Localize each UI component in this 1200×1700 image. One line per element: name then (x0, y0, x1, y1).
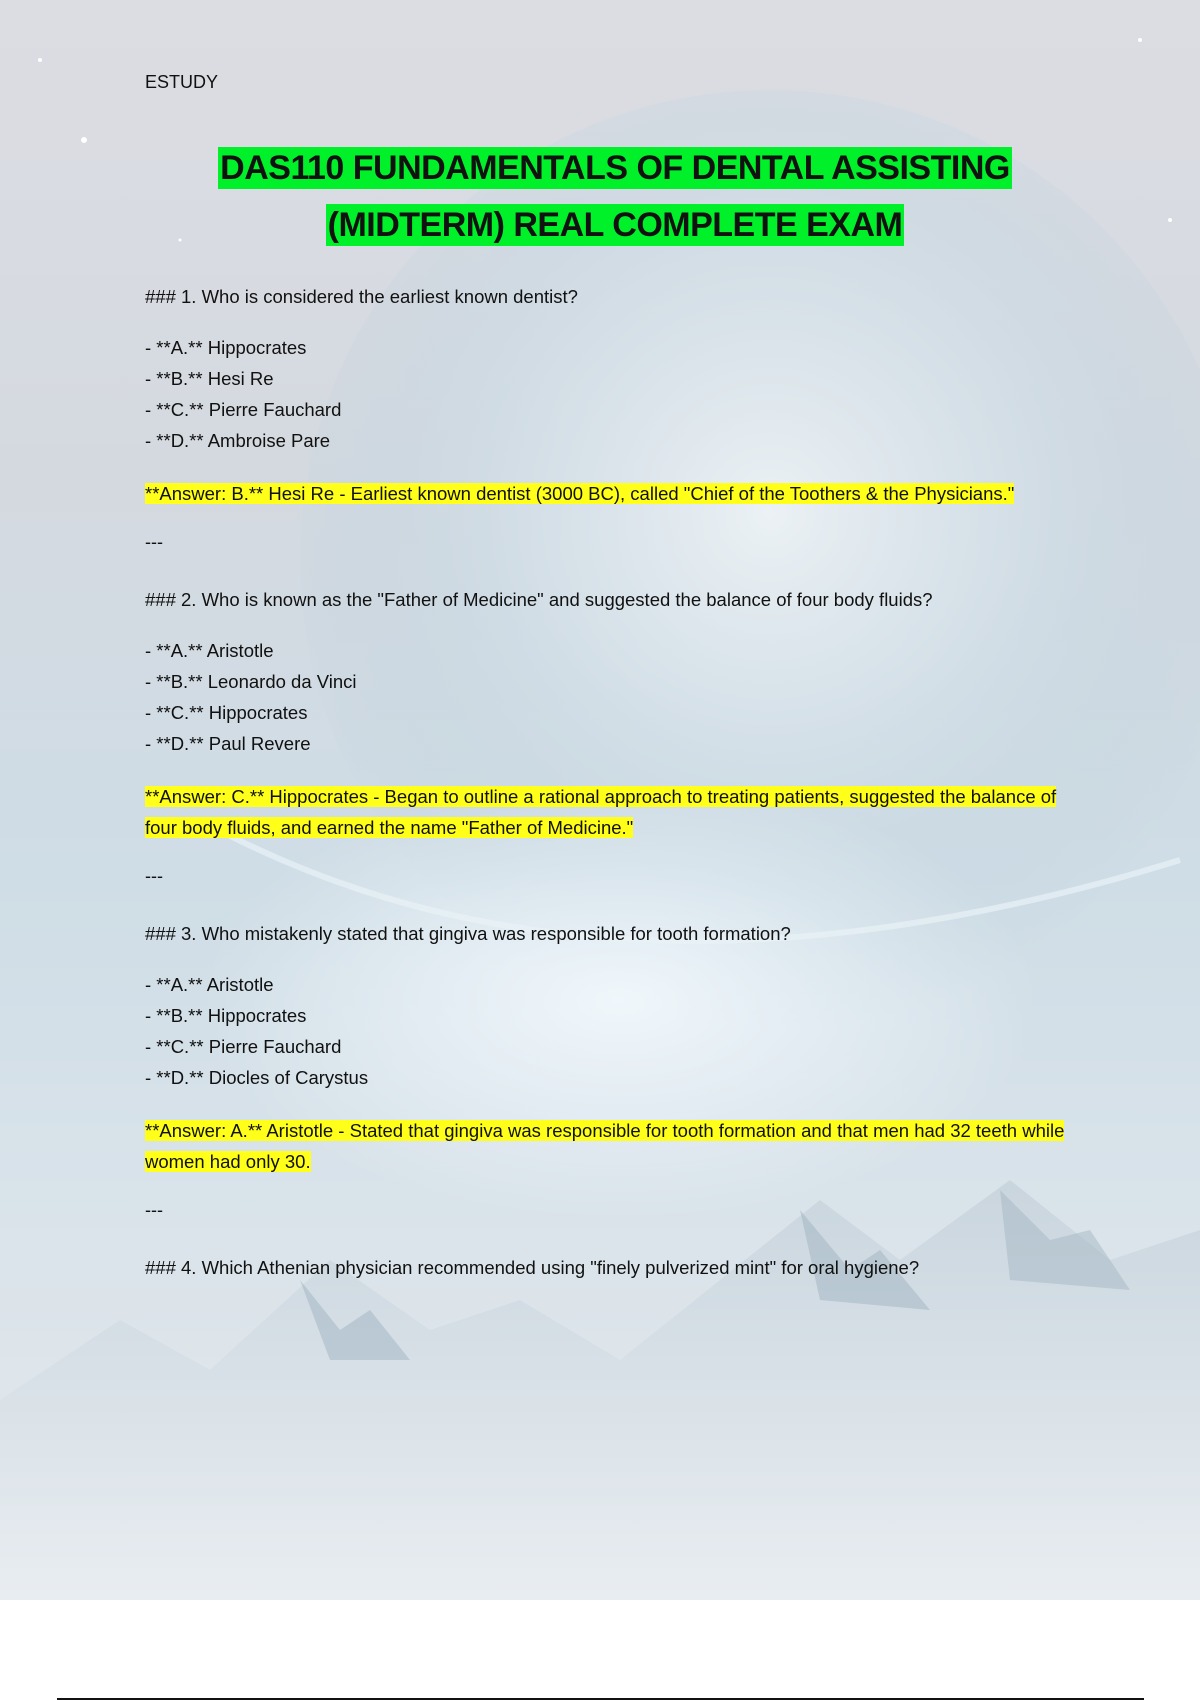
option-a: - **A.** Aristotle (145, 640, 274, 661)
question-block-3 (145, 921, 1085, 1223)
option-a: - **A.** Aristotle (145, 974, 274, 995)
option-d: - **D.** Ambroise Pare (145, 430, 331, 451)
question-separator: --- (145, 866, 163, 886)
question-block-2 (145, 587, 1085, 889)
exam-title (145, 140, 1085, 254)
answer-explanation (145, 781, 1085, 843)
option-d: - **D.** Diocles of Carystus (145, 1067, 369, 1088)
option-b: - **B.** Hesi Re (145, 368, 274, 389)
answer-options (145, 635, 1085, 759)
question-separator: --- (145, 532, 163, 552)
answer-explanation (145, 1115, 1085, 1177)
option-b: - **B.** Hippocrates (145, 1005, 307, 1026)
option-c: - **C.** Hippocrates (145, 702, 308, 723)
answer-highlight: **Answer: C.** Hippocrates - Began to outline a rational approach to treating patients, suggested the balance of four body fluids, and earned the name "Father of Medicine." (145, 786, 1057, 838)
answer-options (145, 332, 1085, 456)
answer-highlight: **Answer: B.** Hesi Re - Earliest known dentist (3000 BC), called "Chief of the Toothers & the Physicians." (145, 483, 1015, 504)
answer-options (145, 969, 1085, 1093)
question-text: ### 3. Who mistakenly stated that gingiva was responsible for tooth formation? (145, 923, 791, 944)
option-c: - **C.** Pierre Fauchard (145, 399, 342, 420)
question-text: ### 4. Which Athenian physician recommended using "finely pulverized mint" for oral hygiene? (145, 1257, 920, 1278)
question-text: ### 2. Who is known as the "Father of Medicine" and suggested the balance of four body fluids? (145, 589, 933, 610)
document-header-label: ESTUDY (145, 72, 219, 92)
option-c: - **C.** Pierre Fauchard (145, 1036, 342, 1057)
exam-title-line-1: DAS110 FUNDAMENTALS OF DENTAL ASSISTING (220, 149, 1010, 187)
question-separator: --- (145, 1200, 163, 1220)
exam-document (145, 72, 1085, 1303)
answer-highlight: **Answer: A.** Aristotle - Stated that gingiva was responsible for tooth formation and that men had 32 teeth while women had only 30. (145, 1120, 1065, 1172)
answer-explanation (145, 478, 1085, 509)
question-block-1 (145, 284, 1085, 555)
option-a: - **A.** Hippocrates (145, 337, 307, 358)
question-block-4 (145, 1255, 1085, 1281)
question-text: ### 1. Who is considered the earliest known dentist? (145, 286, 578, 307)
option-d: - **D.** Paul Revere (145, 733, 311, 754)
exam-title-line-2: (MIDTERM) REAL COMPLETE EXAM (327, 206, 903, 244)
option-b: - **B.** Leonardo da Vinci (145, 671, 357, 692)
